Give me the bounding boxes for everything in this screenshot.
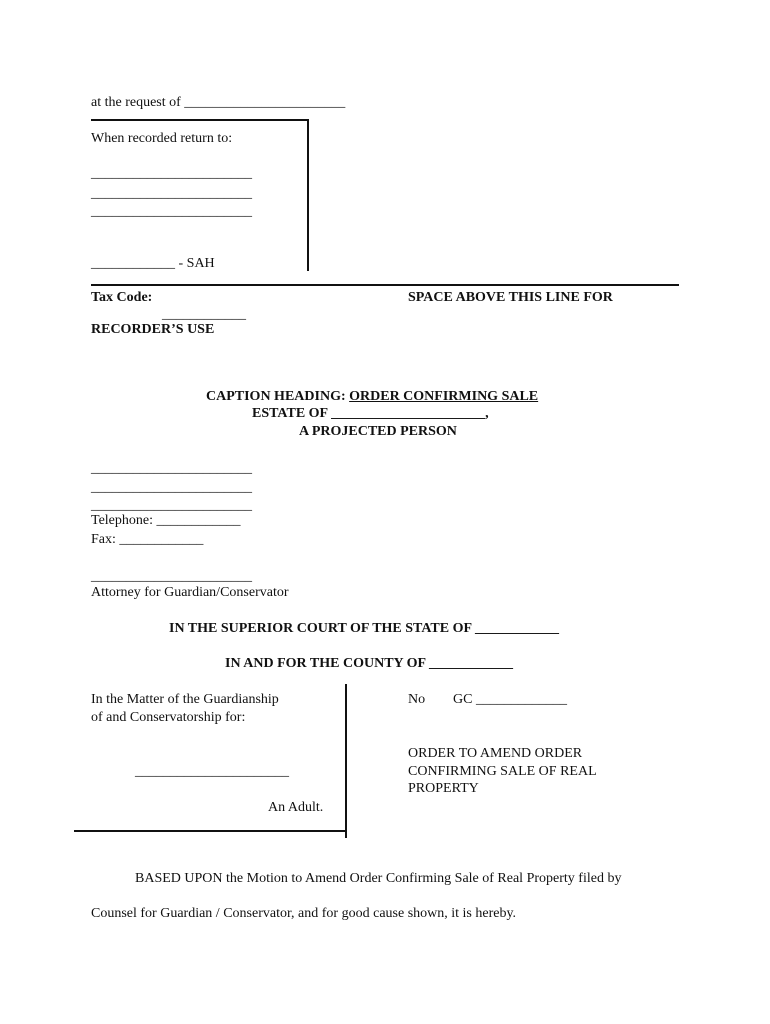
caption-prefix: CAPTION HEADING:: [206, 389, 350, 404]
space-above-text: SPACE ABOVE THIS LINE FOR: [408, 290, 613, 305]
attorney-signature-line: _______________________: [91, 569, 252, 584]
attorney-address-line: _______________________: [91, 461, 252, 476]
attorney-role: Attorney for Guardian/Conservator: [91, 585, 289, 600]
order-title-line: PROPERTY: [408, 781, 479, 796]
case-gc-line: GC _____________: [453, 692, 567, 707]
return-address-line: _______________________: [91, 166, 252, 181]
caption-box-divider: [345, 684, 347, 838]
caption-title: ORDER CONFIRMING SALE: [349, 389, 539, 404]
recording-box-top-border: [91, 119, 309, 121]
ward-name-blank: ______________________: [135, 764, 289, 779]
caption-heading: [206, 389, 538, 405]
telephone-line: Telephone: ____________: [91, 513, 241, 528]
return-address-line: _______________________: [91, 186, 252, 201]
sah-line: ____________ - SAH: [91, 256, 215, 271]
matter-line-2: of and Conservatorship for:: [91, 710, 246, 725]
recording-box-right-border: [307, 119, 309, 271]
tax-code-blank: ____________: [162, 307, 246, 322]
return-label: When recorded return to:: [91, 131, 233, 146]
body-paragraph-line-2: Counsel for Guardian / Conservator, and for good cause shown, it is hereby.: [91, 906, 517, 921]
return-address-line: _______________________: [91, 204, 252, 219]
request-line: at the request of _______________________: [91, 95, 346, 110]
attorney-address-line: _______________________: [91, 480, 252, 495]
attorney-address-line: _______________________: [91, 498, 252, 513]
projected-person-line: A PROJECTED PERSON: [299, 424, 457, 439]
order-title-line: CONFIRMING SALE OF REAL: [408, 764, 597, 779]
case-no-label: No: [408, 692, 426, 707]
recorders-use-text: RECORDER’S USE: [91, 322, 215, 337]
court-line-2: IN AND FOR THE COUNTY OF ____________: [225, 656, 514, 671]
fax-line: Fax: ____________: [91, 532, 204, 547]
tax-code-label: Tax Code:: [91, 290, 153, 305]
order-title-line: ORDER TO AMEND ORDER: [408, 746, 583, 761]
court-line-1: IN THE SUPERIOR COURT OF THE STATE OF ____________: [169, 621, 560, 636]
matter-line-1: In the Matter of the Guardianship: [91, 692, 279, 707]
recorder-space-line: [91, 284, 679, 286]
an-adult-label: An Adult.: [268, 800, 324, 815]
caption-box-bottom-border: [74, 830, 347, 832]
estate-line: ESTATE OF ______________________,: [252, 406, 489, 421]
body-paragraph-line-1: BASED UPON the Motion to Amend Order Confirming Sale of Real Property filed by: [135, 871, 622, 886]
